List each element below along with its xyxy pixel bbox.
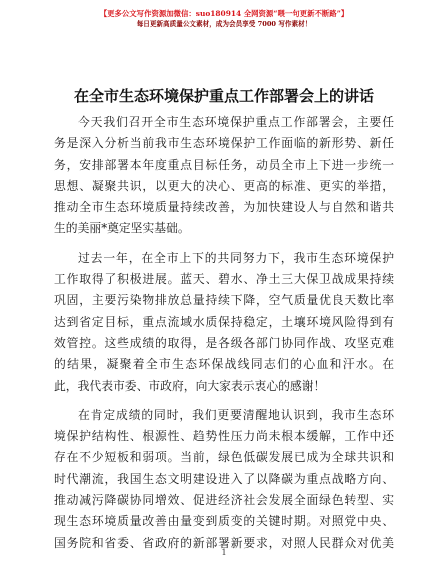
- paragraph-line: 现生态环境质量改善由量变到质变的关键时期。对照党中央、: [54, 514, 394, 529]
- paragraph-line: 在肯定成绩的同时，我们更要清醒地认识到，我市生态环: [78, 407, 394, 422]
- paragraph-line: 推动减污降碳协同增效、促进经济社会发展全面绿色转型、实: [54, 493, 394, 508]
- document-body: [54, 112, 394, 554]
- paragraph-line: 效管控。这些成绩的取得，是各级各部门协同作战、攻坚克难: [54, 335, 394, 350]
- paragraph-line: 务，安排部署本年度重点目标任务，动员全市上下进一步统一: [54, 157, 394, 172]
- paragraph-line: 达到省定目标，重点流域水质保持稳定，土壤环境风险得到有: [54, 314, 394, 329]
- paragraph-line: 推动全市生态环境质量持续改善，为加快建设人与自然和谐共: [54, 200, 394, 215]
- paragraph-line: 国务院和省委、省政府的新部署新要求，对照人民群众对优美: [54, 535, 394, 550]
- paragraph-line: 境保护结构性、根源性、趋势性压力尚未根本缓解，工作中还: [54, 429, 394, 444]
- paragraph-line: 存在不少短板和弱项。当前，绿色低碳发展已成为全球共识和: [54, 450, 394, 465]
- paragraph-line: 务是深入分析当前我市生态环境保护工作面临的新形势、新任: [54, 136, 394, 151]
- paragraph-line: 生的美丽*奠定坚实基础。: [54, 221, 190, 236]
- document-title: 在全市生态环境保护重点工作部署会上的讲话: [73, 87, 374, 105]
- paragraph-line: 此，我代表市委、市政府，向大家表示衷心的感谢！: [54, 378, 326, 393]
- paragraph-line: 的结果，凝聚着全市生态环保战线同志们的心血和汗水。在: [54, 357, 394, 372]
- page-number: 1: [221, 548, 227, 557]
- paragraph-line: 时代潮流，我国生态文明建设进入了以降碳为重点战略方向、: [54, 471, 394, 486]
- paragraph-line: 工作取得了积极进展。蓝天、碧水、净土三大保卫战成果持续: [54, 272, 394, 287]
- promo-line-1: 【更多公文写作资源加微信：suo180914 全网资源“喂一句更新不断路”】: [99, 9, 349, 18]
- paragraph-1: [54, 112, 394, 240]
- paragraph-line: 巩固，主要污染物排放总量持续下降，空气质量优良天数比率: [54, 293, 394, 308]
- paragraph-2: [54, 248, 394, 397]
- promo-header: [0, 8, 448, 30]
- paragraph-line: 过去一年，在全市上下的共同努力下，我市生态环境保护: [78, 250, 394, 265]
- paragraph-line: 思想、凝聚共识，以更大的决心、更高的标准、更实的举措，: [54, 178, 394, 193]
- paragraph-3: [54, 405, 394, 554]
- paragraph-line: 今天我们召开全市生态环境保护重点工作部署会，主要任: [78, 115, 394, 129]
- promo-line-2: 每日更新高质量公文素材，成为会员享受 7000 写作素材！: [136, 20, 312, 28]
